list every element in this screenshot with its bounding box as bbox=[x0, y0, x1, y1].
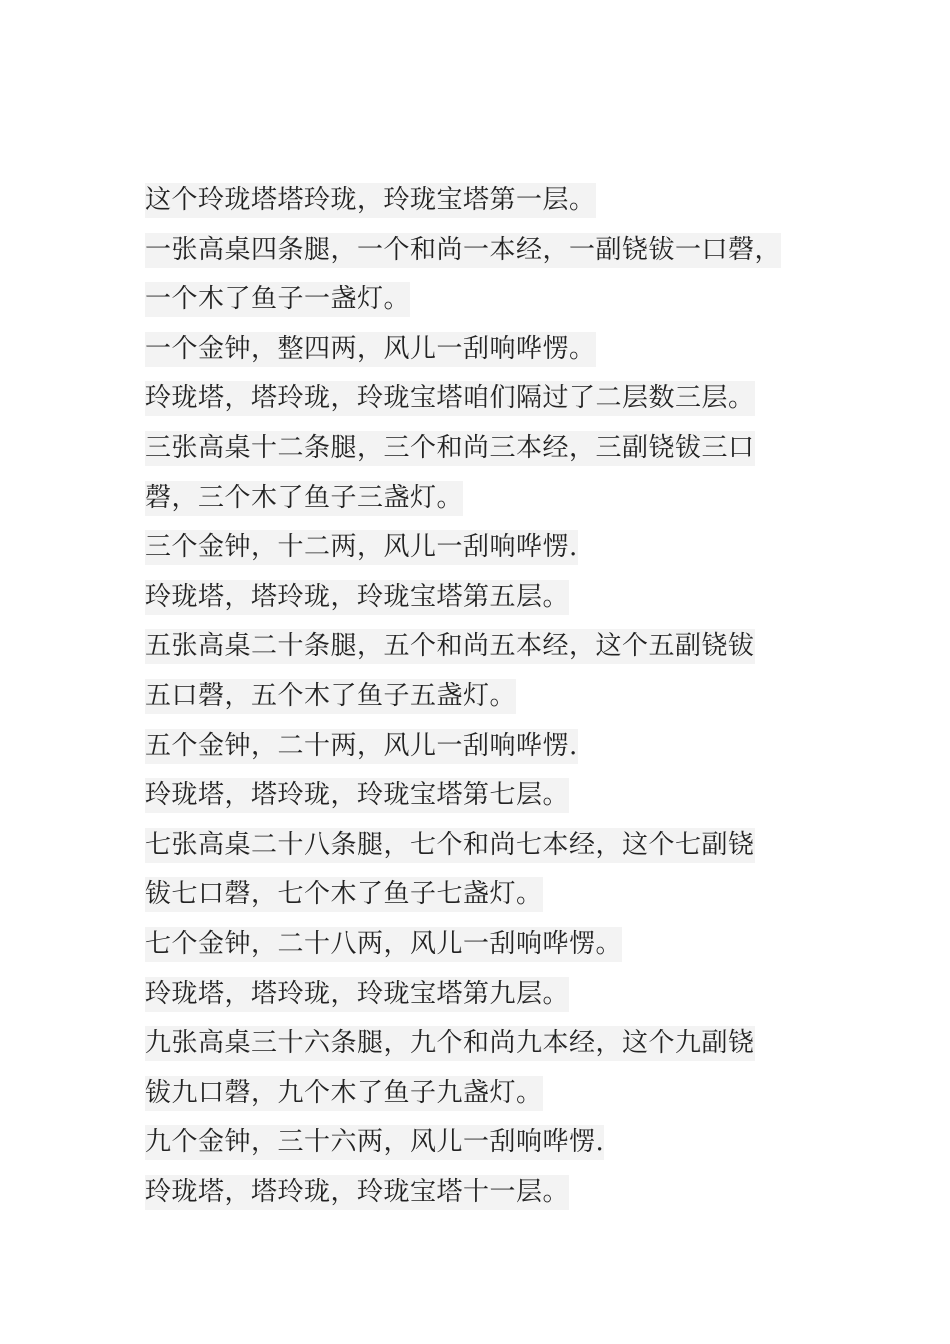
text-line bbox=[145, 672, 825, 722]
text-line bbox=[145, 1168, 825, 1218]
text-line-content: 玲珑塔，塔玲珑，玲珑宝塔咱们隔过了二层数三层。 bbox=[145, 381, 755, 416]
text-line-content: 玲珑塔，塔玲珑，玲珑宝塔第九层。 bbox=[145, 977, 569, 1012]
text-line-content: 三张高桌十二条腿，三个和尚三本经，三副铙钹三口 bbox=[145, 431, 755, 466]
text-line-content: 九个金钟，三十六两，风儿一刮响哗愣. bbox=[145, 1125, 604, 1160]
text-line-content: 七张高桌二十八条腿，七个和尚七本经，这个七副铙 bbox=[145, 828, 755, 863]
text-line bbox=[145, 275, 825, 325]
text-line bbox=[145, 722, 825, 772]
text-line bbox=[145, 226, 825, 276]
text-line bbox=[145, 325, 825, 375]
text-line bbox=[145, 374, 825, 424]
text-line bbox=[145, 523, 825, 573]
text-line-content: 五口磬，五个木了鱼子五盏灯。 bbox=[145, 679, 516, 714]
text-line-content: 磬，三个木了鱼子三盏灯。 bbox=[145, 481, 463, 516]
text-line bbox=[145, 970, 825, 1020]
text-line-content: 三个金钟，十二两，风儿一刮响哗愣. bbox=[145, 530, 578, 565]
text-line-content: 钹七口磬，七个木了鱼子七盏灯。 bbox=[145, 877, 543, 912]
text-line bbox=[145, 771, 825, 821]
text-line bbox=[145, 821, 825, 871]
text-line-content: 玲珑塔，塔玲珑，玲珑宝塔第七层。 bbox=[145, 778, 569, 813]
text-line bbox=[145, 1069, 825, 1119]
text-line bbox=[145, 424, 825, 474]
text-line bbox=[145, 474, 825, 524]
text-line-content: 九张高桌三十六条腿，九个和尚九本经，这个九副铙 bbox=[145, 1026, 755, 1061]
text-line-content: 五个金钟，二十两，风儿一刮响哗愣. bbox=[145, 729, 578, 764]
text-line-content: 玲珑塔，塔玲珑，玲珑宝塔十一层。 bbox=[145, 1175, 569, 1210]
text-line-content: 五张高桌二十条腿，五个和尚五本经，这个五副铙钹 bbox=[145, 629, 755, 664]
text-line bbox=[145, 1019, 825, 1069]
text-line-content: 玲珑塔，塔玲珑，玲珑宝塔第五层。 bbox=[145, 580, 569, 615]
text-line-content: 这个玲珑塔塔玲珑，玲珑宝塔第一层。 bbox=[145, 183, 596, 218]
text-line-content: 一张高桌四条腿，一个和尚一本经，一副铙钹一口磬， bbox=[145, 233, 781, 268]
text-line bbox=[145, 176, 825, 226]
text-line-content: 钹九口磬，九个木了鱼子九盏灯。 bbox=[145, 1076, 543, 1111]
text-line bbox=[145, 1118, 825, 1168]
text-line-content: 七个金钟，二十八两，风儿一刮响哗愣。 bbox=[145, 927, 622, 962]
text-line-content: 一个木了鱼子一盏灯。 bbox=[145, 282, 410, 317]
text-line bbox=[145, 870, 825, 920]
text-line bbox=[145, 622, 825, 672]
text-line-content: 一个金钟，整四两，风儿一刮响哗愣。 bbox=[145, 332, 596, 367]
text-line bbox=[145, 920, 825, 970]
document-body bbox=[145, 176, 825, 1217]
text-line bbox=[145, 573, 825, 623]
